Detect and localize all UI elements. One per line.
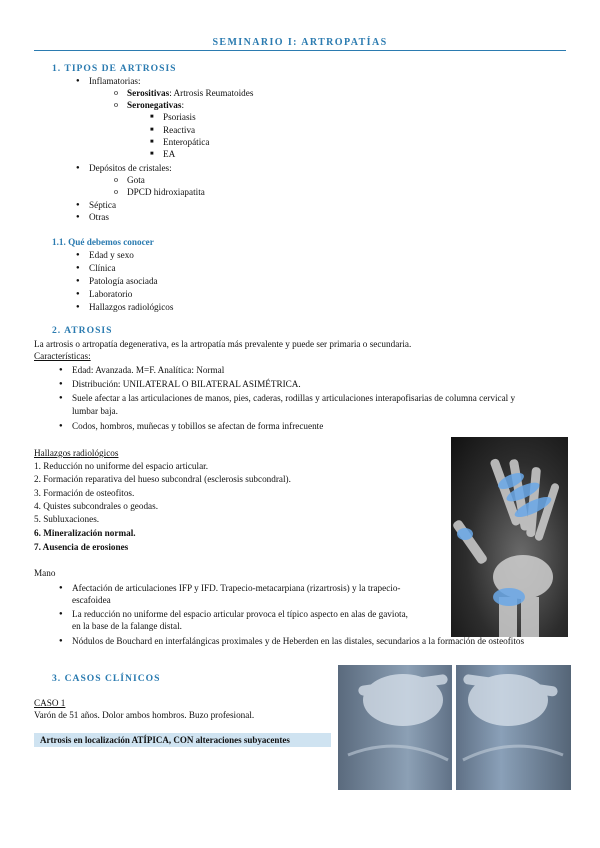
shoulder-xray-image — [338, 665, 571, 790]
list-item: ● Inflamatorias: — [89, 75, 141, 87]
characteristics-label: Características: — [34, 351, 91, 361]
list-item: ■ Enteropática — [163, 136, 209, 148]
title-divider — [34, 50, 566, 51]
list-item: ● Otras — [89, 211, 109, 223]
list-item: ● Edad y sexo — [89, 249, 134, 261]
list-item: o Serositivas: Artrosis Reumatoides — [127, 87, 253, 99]
section-2-intro: La artrosis o artropatía degenerativa, es la artropatía más prevalente y puede ser primaria o secundaria. — [34, 339, 412, 349]
section-3-heading: 3. CASOS CLÍNICOS — [52, 673, 161, 684]
list-item: o DPCD hidroxiapatita — [127, 186, 205, 198]
section-1-heading: 1. TIPOS DE ARTROSIS — [52, 63, 177, 74]
list-item: ● Afectación de articulaciones IFP y IFD. Trapecio-metacarpiana (rizartrosis) y la trapecio- — [72, 582, 401, 594]
list-item: ■ Psoriasis — [163, 111, 196, 123]
list-item: 7. Ausencia de erosiones — [34, 542, 129, 552]
case-description: Varón de 51 años. Dolor ambos hombros. Buzo profesional. — [34, 710, 255, 720]
list-item: ● Hallazgos radiológicos — [89, 301, 173, 313]
case-title: CASO 1 — [34, 698, 66, 708]
list-item: ● Séptica — [89, 199, 116, 211]
list-item: 6. Mineralización normal. — [34, 528, 136, 538]
list-item: ● Suele afectar a las articulaciones de manos, pies, caderas, rodillas y articulaciones interapofisarias de columna cervical y — [72, 392, 572, 404]
hand-xray-drawing — [451, 437, 568, 637]
page-title: SEMINARIO I: ARTROPATÍAS — [212, 37, 388, 48]
list-item: ● Nódulos de Bouchard en interfalángicas proximales y de Heberden en las distales, secundarios a la formación de osteofitos — [72, 635, 524, 647]
list-item: ● Depósitos de cristales: — [89, 162, 172, 174]
diagnosis-banner: Artrosis en localización ATÍPICA, CON alteraciones subyacentes — [34, 733, 331, 747]
list-item: ● Edad: Avanzada. M=F. Analítica: Normal — [72, 364, 224, 376]
list-item: o Seronegativas: — [127, 99, 184, 111]
shoulder-xray-drawing — [338, 665, 571, 790]
list-item: 1. Reducción no uniforme del espacio articular. — [34, 461, 208, 471]
mano-label: Mano — [34, 568, 56, 578]
list-item: ● Clínica — [89, 262, 116, 274]
list-item: 3. Formación de osteofitos. — [34, 488, 135, 498]
list-item: 5. Subluxaciones. — [34, 514, 100, 524]
list-item-continuation: en la base de la falange distal. — [72, 621, 182, 631]
hand-xray-image — [451, 437, 568, 637]
list-item: o Gota — [127, 174, 145, 186]
list-item-continuation: escafoidea — [72, 595, 111, 605]
list-item: ■ EA — [163, 148, 175, 160]
section-2-heading: 2. ATROSIS — [52, 325, 113, 336]
list-item: ● Distribución: UNILATERAL O BILATERAL ASIMÉTRICA. — [72, 378, 301, 390]
list-item: ● Patología asociada — [89, 275, 158, 287]
list-item: ● La reducción no uniforme del espacio articular provoca el típico aspecto en alas de gaviota, — [72, 608, 408, 620]
list-item: ■ Reactiva — [163, 124, 195, 136]
list-item: ● Laboratorio — [89, 288, 132, 300]
list-item-continuation: lumbar baja. — [72, 406, 118, 416]
list-item: 4. Quistes subcondrales o geodas. — [34, 501, 159, 511]
section-1-1-heading: 1.1. Qué debemos conocer — [52, 237, 154, 247]
hallazgos-title: Hallazgos radiológicos — [34, 448, 119, 458]
list-item: ● Codos, hombros, muñecas y tobillos se afectan de forma infrecuente — [72, 420, 323, 432]
list-item: 2. Formación reparativa del hueso subcondral (esclerosis subcondral). — [34, 474, 291, 484]
